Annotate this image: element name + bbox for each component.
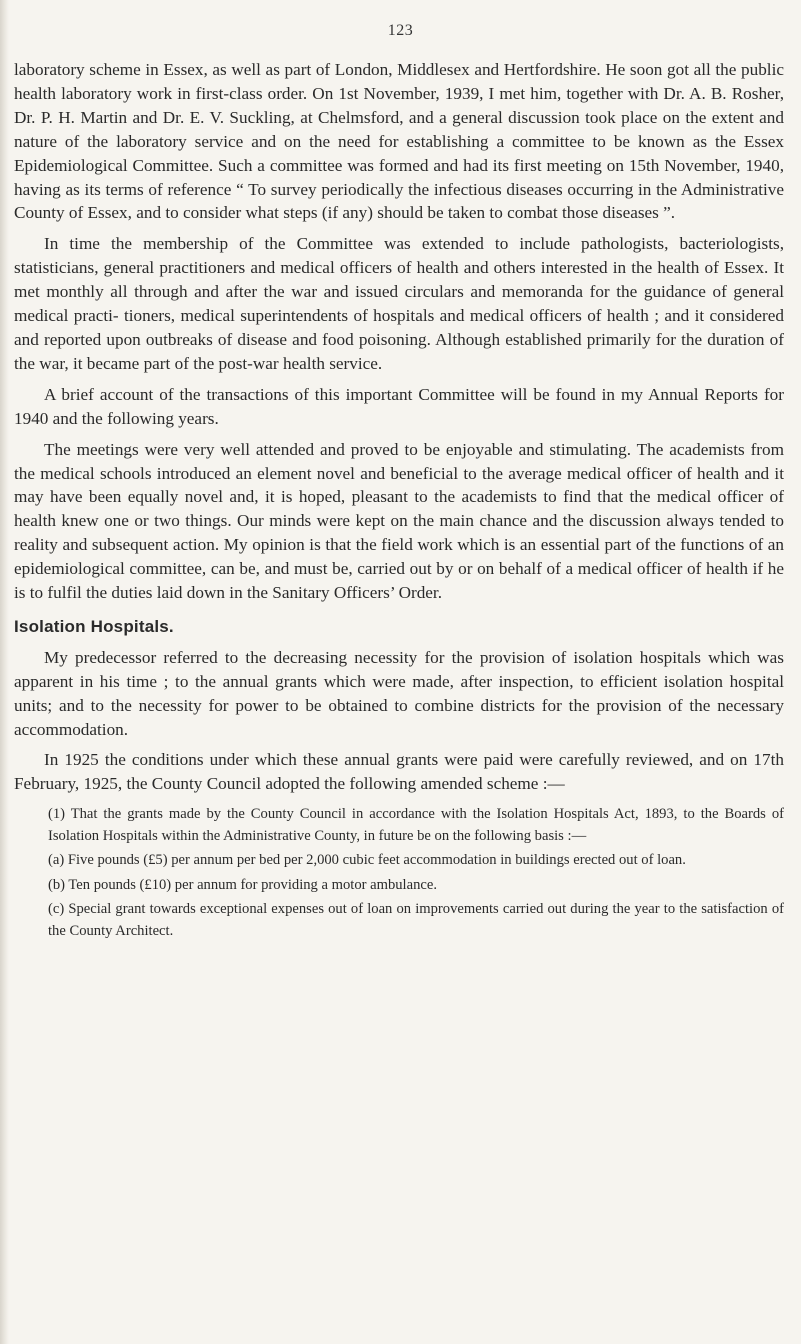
page-number: 123 (387, 22, 414, 39)
paragraph-laboratory-scheme: laboratory scheme in Essex, as well as part of London, Middlesex and Hertfordshire. He soon got all the public health laboratory work in first-class order. On 1st November, 1939, I met him, together with Dr. A. B. Rosher, Dr. P. H. Martin and Dr. E. V. Suckling, at Chelmsford, and a general discussion took place on the extent and nature of the laboratory service and on the need for establishing a committee to be known as the Essex Epidemiological Committee. Such a committee was formed and had its first meeting on 15th November, 1940, having as its terms of reference “ To survey periodically the infectious diseases occurring in the Administrative County of Essex, and to consider what steps (if any) should be taken to combat those diseases ”. (14, 60, 784, 223)
scheme-item-b: (b) Ten pounds (£10) per annum for providing a motor ambulance. (48, 876, 437, 893)
scheme-item-c: (c) Special grant towards exceptional expenses out of loan on improvements carried out during the year to the satisfaction of the County Architect. (48, 901, 784, 939)
paragraph-committee-membership: In time the membership of the Committee was extended to include pathologists, bacteriologists, statisticians, general practitioners and medical officers of health and others interested in the health of Essex. It met monthly all through and after the war and issued circulars and memoranda for the guidance of general medical practi- tioners, medical superintendents of hospitals and medical officers of health ; and it considered and reported upon outbreaks of disease and food poisoning. Although established primarily for the duration of the war, it became part of the post-war health service. (14, 234, 784, 373)
amended-scheme-list (14, 804, 784, 942)
page-binding-edge (0, 0, 9, 1344)
paragraph-annual-reports: A brief account of the transactions of this important Committee will be found in my Annual Reports for 1940 and the following years. (14, 384, 784, 428)
scheme-item-1: (1) That the grants made by the County Council in accordance with the Isolation Hospitals Act, 1893, to the Boards of Isolation Hospitals within the Administrative County, in future be on the following basis :— (48, 806, 784, 844)
paragraph-meetings: The meetings were very well attended and proved to be enjoyable and stimulating. The academists from the medical schools introduced an element novel and beneficial to the average medical officer of health and it may have been equally novel and, it is hoped, pleasant to the academists to find that the medical officer of health knew one or two things. Our minds were kept on the main chance and the discussion always tended to reality and subsequent action. My opinion is that the field work which is an essential part of the functions of an epidemiological committee, can be, and must be, carried out by or on behalf of a medical officer of health if he is to fulfil the duties laid down in the Sanitary Officers’ Order. (14, 439, 784, 603)
paragraph-amended-scheme-intro: In 1925 the conditions under which these annual grants were paid were carefully reviewed, and on 17th February, 1925, the County Council adopted the following amended scheme :— (14, 750, 784, 794)
section-heading-isolation-hospitals: Isolation Hospitals. (14, 616, 174, 636)
paragraph-predecessor: My predecessor referred to the decreasing necessity for the provision of isolation hospitals which was apparent in his time ; to the annual grants which were made, after inspection, to efficient isolation hospital units; and to the necessity for power to be obtained to combine districts for the provision of the necessary accommodation. (14, 647, 784, 739)
page-body (14, 58, 784, 945)
scheme-item-a: (a) Five pounds (£5) per annum per bed per 2,000 cubic feet accommodation in buildings erected out of loan. (48, 852, 686, 869)
